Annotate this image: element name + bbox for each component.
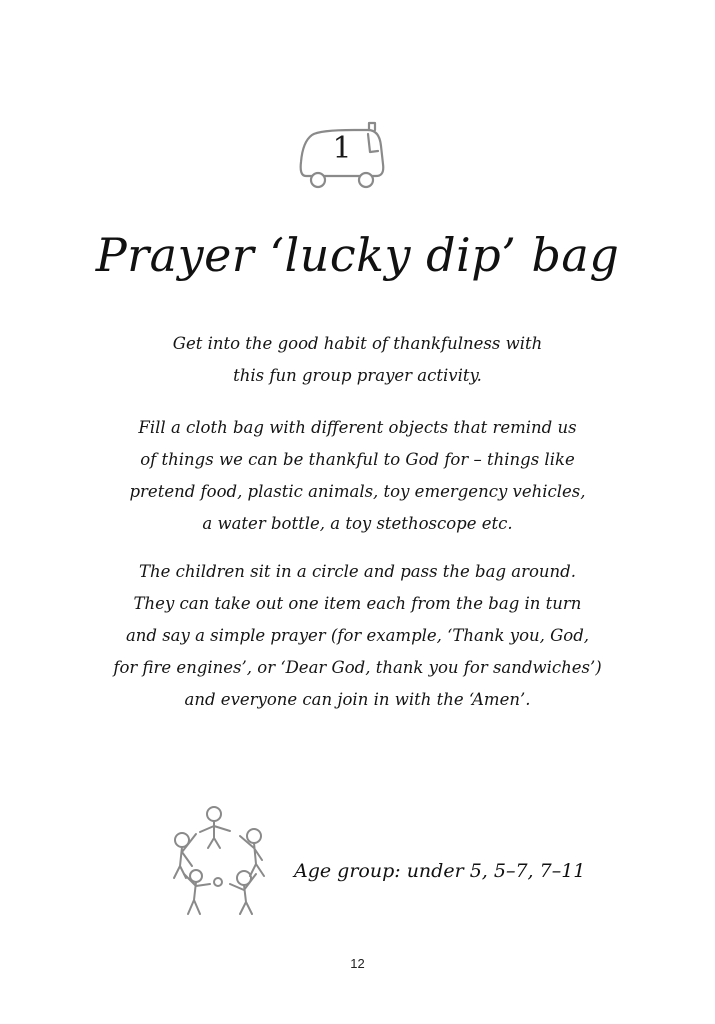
children-circle-icon bbox=[168, 804, 272, 920]
intro-line: this fun group prayer activity. bbox=[233, 366, 482, 385]
procedure-line: The children sit in a circle and pass the bag around. bbox=[139, 562, 576, 581]
procedure-line: and say a simple prayer (for example, ‘Thank you, God, bbox=[125, 626, 590, 645]
procedure-line: They can take out one item each from the bag in turn bbox=[133, 594, 582, 613]
instructions-line: Fill a cloth bag with different objects that remind us bbox=[138, 418, 577, 437]
instructions-line: a water bottle, a toy stethoscope etc. bbox=[202, 514, 513, 533]
page-number: 12 bbox=[350, 956, 365, 971]
page-title: Prayer ‘lucky dip’ bag bbox=[95, 228, 620, 282]
procedure-paragraph bbox=[100, 556, 615, 716]
age-group-label: Age group: under 5, 5–7, 7–11 bbox=[294, 860, 586, 882]
intro-paragraph bbox=[120, 328, 595, 392]
procedure-line: and everyone can join in with the ‘Amen’. bbox=[184, 690, 531, 709]
instructions-line: pretend food, plastic animals, toy emergency vehicles, bbox=[129, 482, 586, 501]
intro-line: Get into the good habit of thankfulness with bbox=[172, 334, 543, 353]
activity-number: 1 bbox=[332, 131, 352, 166]
instructions-line: of things we can be thankful to God for – things like bbox=[140, 450, 575, 469]
procedure-line: for fire engines’, or ‘Dear God, thank you for sandwiches’) bbox=[113, 658, 602, 677]
instructions-paragraph bbox=[120, 412, 595, 540]
